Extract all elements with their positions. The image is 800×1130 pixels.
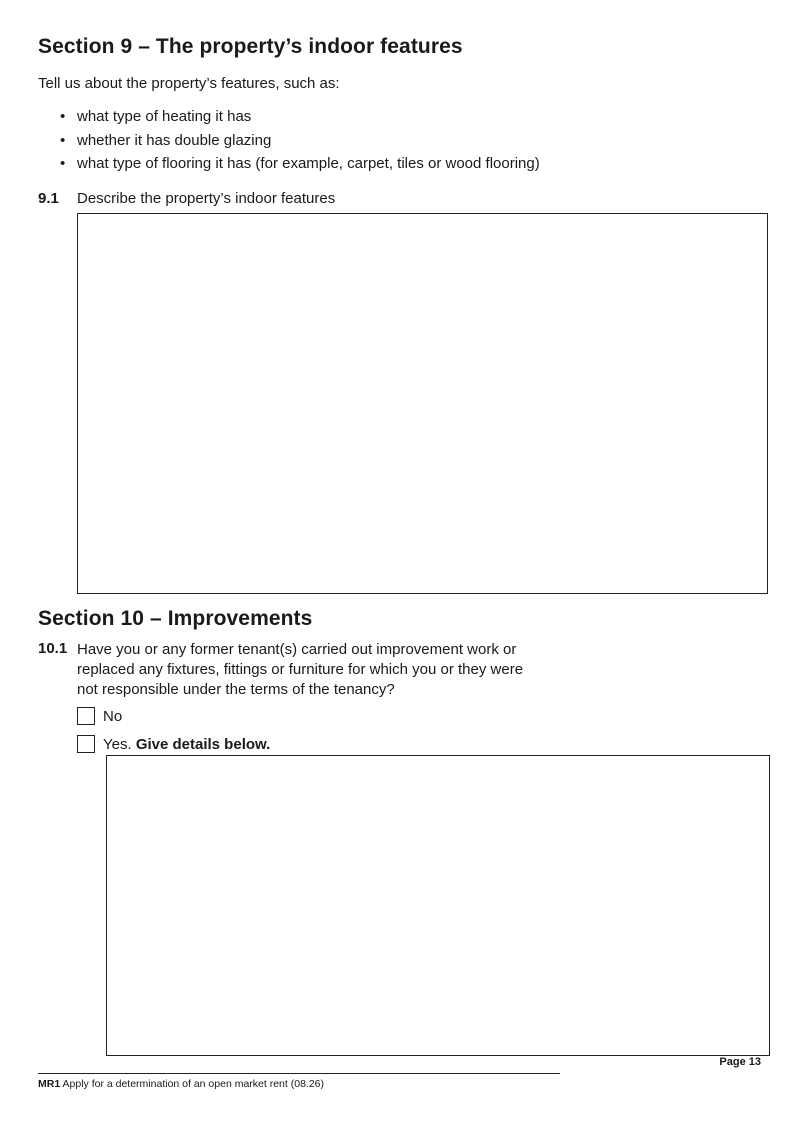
- no-checkbox[interactable]: [77, 707, 95, 725]
- section-9-heading: Section 9 – The property’s indoor features: [38, 35, 463, 58]
- question-9-1-number: 9.1: [38, 190, 59, 207]
- indoor-features-answer-box[interactable]: [77, 213, 768, 594]
- no-label: No: [103, 708, 123, 725]
- improvements-details-box[interactable]: [106, 755, 770, 1056]
- section-9-intro: Tell us about the property’s features, such as:: [38, 75, 340, 92]
- question-10-1-number: 10.1: [38, 640, 68, 657]
- footer-text: MR1 Apply for a determination of an open market rent (08.26): [38, 1078, 324, 1090]
- bullet-item: • what type of heating it has: [60, 108, 252, 125]
- section-10-heading: Section 10 – Improvements: [38, 607, 313, 630]
- page-number: Page 13: [719, 1056, 761, 1068]
- bullet-item: • whether it has double glazing: [60, 132, 272, 149]
- footer-divider: [38, 1073, 560, 1074]
- bullet-item: • what type of flooring it has (for example, carpet, tiles or wood flooring): [60, 155, 540, 172]
- yes-label: Yes. Give details below.: [103, 736, 271, 753]
- question-10-1-text: Have you or any former tenant(s) carried out improvement work or replaced any fixtures, fittings or furniture for which you or they were not responsible under the terms of the tenancy?: [77, 641, 524, 698]
- yes-checkbox[interactable]: [77, 735, 95, 753]
- question-9-1-text: Describe the property’s indoor features: [77, 190, 336, 207]
